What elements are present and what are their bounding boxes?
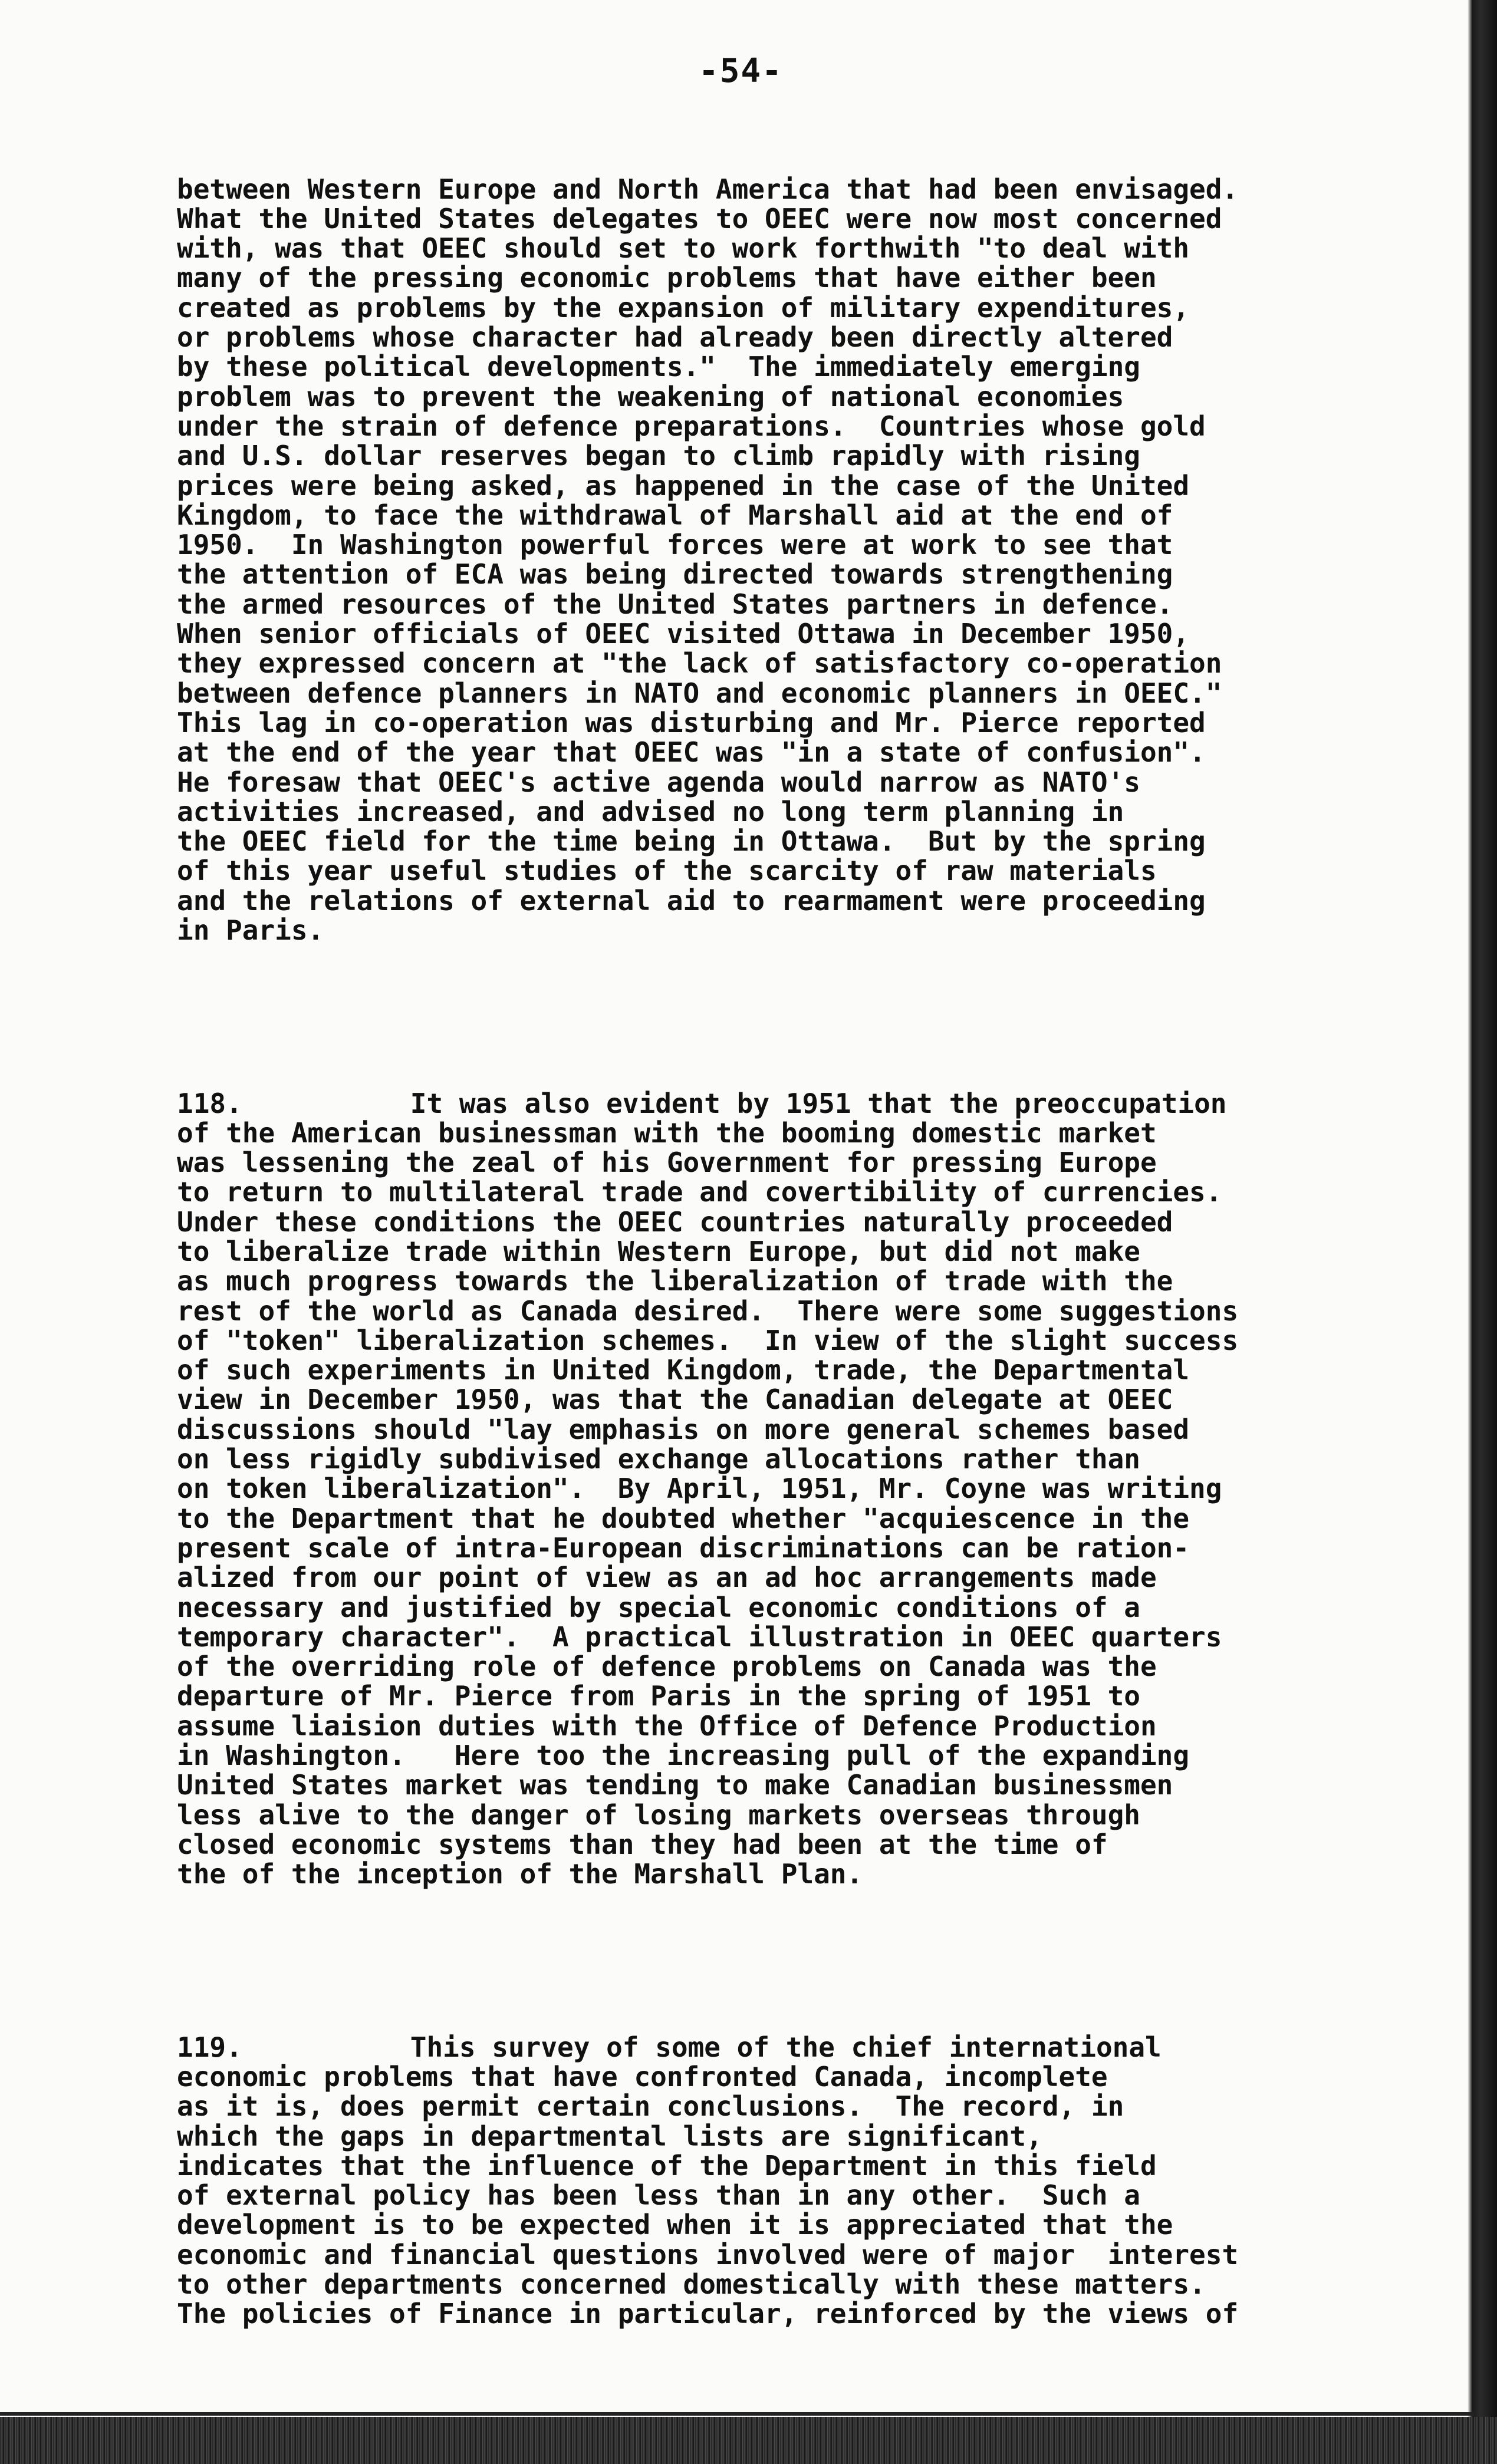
text-line: with, was that OEEC should set to work forthwith "to deal with [177, 232, 1190, 265]
document-body [177, 115, 1344, 2388]
text-line: they expressed concern at "the lack of satisfactory co-operation [177, 647, 1222, 680]
text-line-content: It was also evident by 1951 that the preoccupation [410, 1087, 1227, 1119]
text-line: in Paris. [177, 914, 324, 947]
text-line: on token liberalization". By April, 1951, Mr. Coyne was writing [177, 1473, 1222, 1505]
text-line: This lag in co-operation was disturbing and Mr. Pierce reported [177, 706, 1206, 739]
text-line: was lessening the zeal of his Government for pressing Europe [177, 1147, 1157, 1179]
text-line: assume liaision duties with the Office of Defence Production [177, 1709, 1157, 1742]
text-line: prices were being asked, as happened in the case of the United [177, 469, 1190, 502]
text-line: of the American businessman with the booming domestic market [177, 1116, 1157, 1149]
text-line: and U.S. dollar reserves began to climb rapidly with rising [177, 440, 1140, 472]
text-line: The policies of Finance in particular, reinforced by the views of [177, 2298, 1239, 2330]
text-line: When senior officials of OEEC visited Ottawa in December 1950, [177, 618, 1190, 650]
text-line: the of the inception of the Marshall Plan. [177, 1858, 863, 1890]
text-line: between defence planners in NATO and economic planners in OEEC." [177, 677, 1222, 709]
paragraph-number: 118. [177, 1087, 242, 1119]
text-line: He foresaw that OEEC's active agenda would narrow as NATO's [177, 766, 1140, 798]
text-line: created as problems by the expansion of military expenditures, [177, 291, 1190, 324]
text-line: on less rigidly subdivised exchange allocations rather than [177, 1443, 1140, 1475]
text-line: development is to be expected when it is appreciated that the [177, 2209, 1173, 2241]
text-line: alized from our point of view as an ad hoc arrangements made [177, 1562, 1157, 1594]
text-line: many of the pressing economic problems that have either been [177, 262, 1157, 294]
page-number: -54- [699, 52, 783, 90]
text-line: economic and financial questions involved were of major interest [177, 2238, 1239, 2271]
paragraph-118 [177, 1089, 1344, 1889]
text-line: Under these conditions the OEEC countries naturally proceeded [177, 1205, 1173, 1238]
text-line: United States market was tending to make Canadian businessmen [177, 1769, 1173, 1801]
text-line: as it is, does permit certain conclusions. The record, in [177, 2090, 1124, 2123]
text-line: What the United States delegates to OEEC were now most concerned [177, 202, 1222, 235]
text-line: of the overriding role of defence problems on Canada was the [177, 1651, 1157, 1683]
text-line [177, 2033, 1344, 2062]
text-line: by these political developments." The immediately emerging [177, 351, 1140, 383]
text-line: to the Department that he doubted whether "acquiescence in the [177, 1502, 1190, 1534]
text-line: 1950. In Washington powerful forces were at work to see that [177, 529, 1173, 561]
text-line: the attention of ECA was being directed towards strengthening [177, 558, 1173, 591]
text-line: economic problems that have confronted Canada, incomplete [177, 2061, 1108, 2093]
text-line: indicates that the influence of the Department in this field [177, 2149, 1157, 2182]
text-line: of such experiments in United Kingdom, trade, the Departmental [177, 1354, 1190, 1386]
text-line: between Western Europe and North America that had been envisaged. [177, 173, 1239, 205]
text-line: to liberalize trade within Western Europe, but did not make [177, 1235, 1140, 1267]
page-binding-edge [1468, 0, 1497, 2464]
text-line: necessary and justified by special economic conditions of a [177, 1591, 1140, 1623]
text-line: activities increased, and advised no long term planning in [177, 795, 1124, 828]
text-line-content: This survey of some of the chief international [410, 2031, 1162, 2063]
text-line: present scale of intra-European discriminations can be ration- [177, 1531, 1190, 1564]
text-line: or problems whose character had already been directly altered [177, 321, 1173, 354]
text-line: problem was to prevent the weakening of national economies [177, 380, 1124, 413]
text-line: discussions should "lay emphasis on more general schemes based [177, 1413, 1190, 1445]
text-line: of external policy has been less than in any other. Such a [177, 2179, 1140, 2212]
text-line: temporary character". A practical illustration in OEEC quarters [177, 1620, 1222, 1653]
text-line: in Washington. Here too the increasing pull of the expanding [177, 1740, 1190, 1772]
text-line: Kingdom, to face the withdrawal of Marshall aid at the end of [177, 499, 1173, 531]
text-line: as much progress towards the liberalization of trade with the [177, 1265, 1173, 1297]
text-line: of "token" liberalization schemes. In view of the slight success [177, 1324, 1239, 1356]
text-line [177, 1089, 1344, 1118]
text-line: less alive to the danger of losing markets overseas through [177, 1798, 1140, 1831]
text-line: at the end of the year that OEEC was "in a state of confusion". [177, 736, 1206, 769]
text-line: closed economic systems than they had been at the time of [177, 1828, 1108, 1860]
text-line: the armed resources of the United States partners in defence. [177, 588, 1173, 620]
paragraph-number: 119. [177, 2031, 242, 2063]
text-line: rest of the world as Canada desired. There were some suggestions [177, 1294, 1239, 1327]
bottom-rule [0, 2412, 1474, 2416]
continuation-paragraph [177, 174, 1344, 946]
text-line: to return to multilateral trade and covertibility of currencies. [177, 1176, 1222, 1208]
text-line: and the relations of external aid to rearmament were proceeding [177, 884, 1206, 917]
text-line: to other departments concerned domestically with these matters. [177, 2268, 1206, 2301]
paragraph-119 [177, 2033, 1344, 2329]
text-line: which the gaps in departmental lists are significant, [177, 2120, 1042, 2152]
scan-bottom-border [0, 2417, 1497, 2464]
text-line: of this year useful studies of the scarcity of raw materials [177, 855, 1157, 887]
text-line: departure of Mr. Pierce from Paris in the spring of 1951 to [177, 1680, 1140, 1712]
text-line: view in December 1950, was that the Canadian delegate at OEEC [177, 1383, 1173, 1416]
text-line: the OEEC field for the time being in Ottawa. But by the spring [177, 825, 1206, 858]
text-line: under the strain of defence preparations. Countries whose gold [177, 410, 1206, 442]
